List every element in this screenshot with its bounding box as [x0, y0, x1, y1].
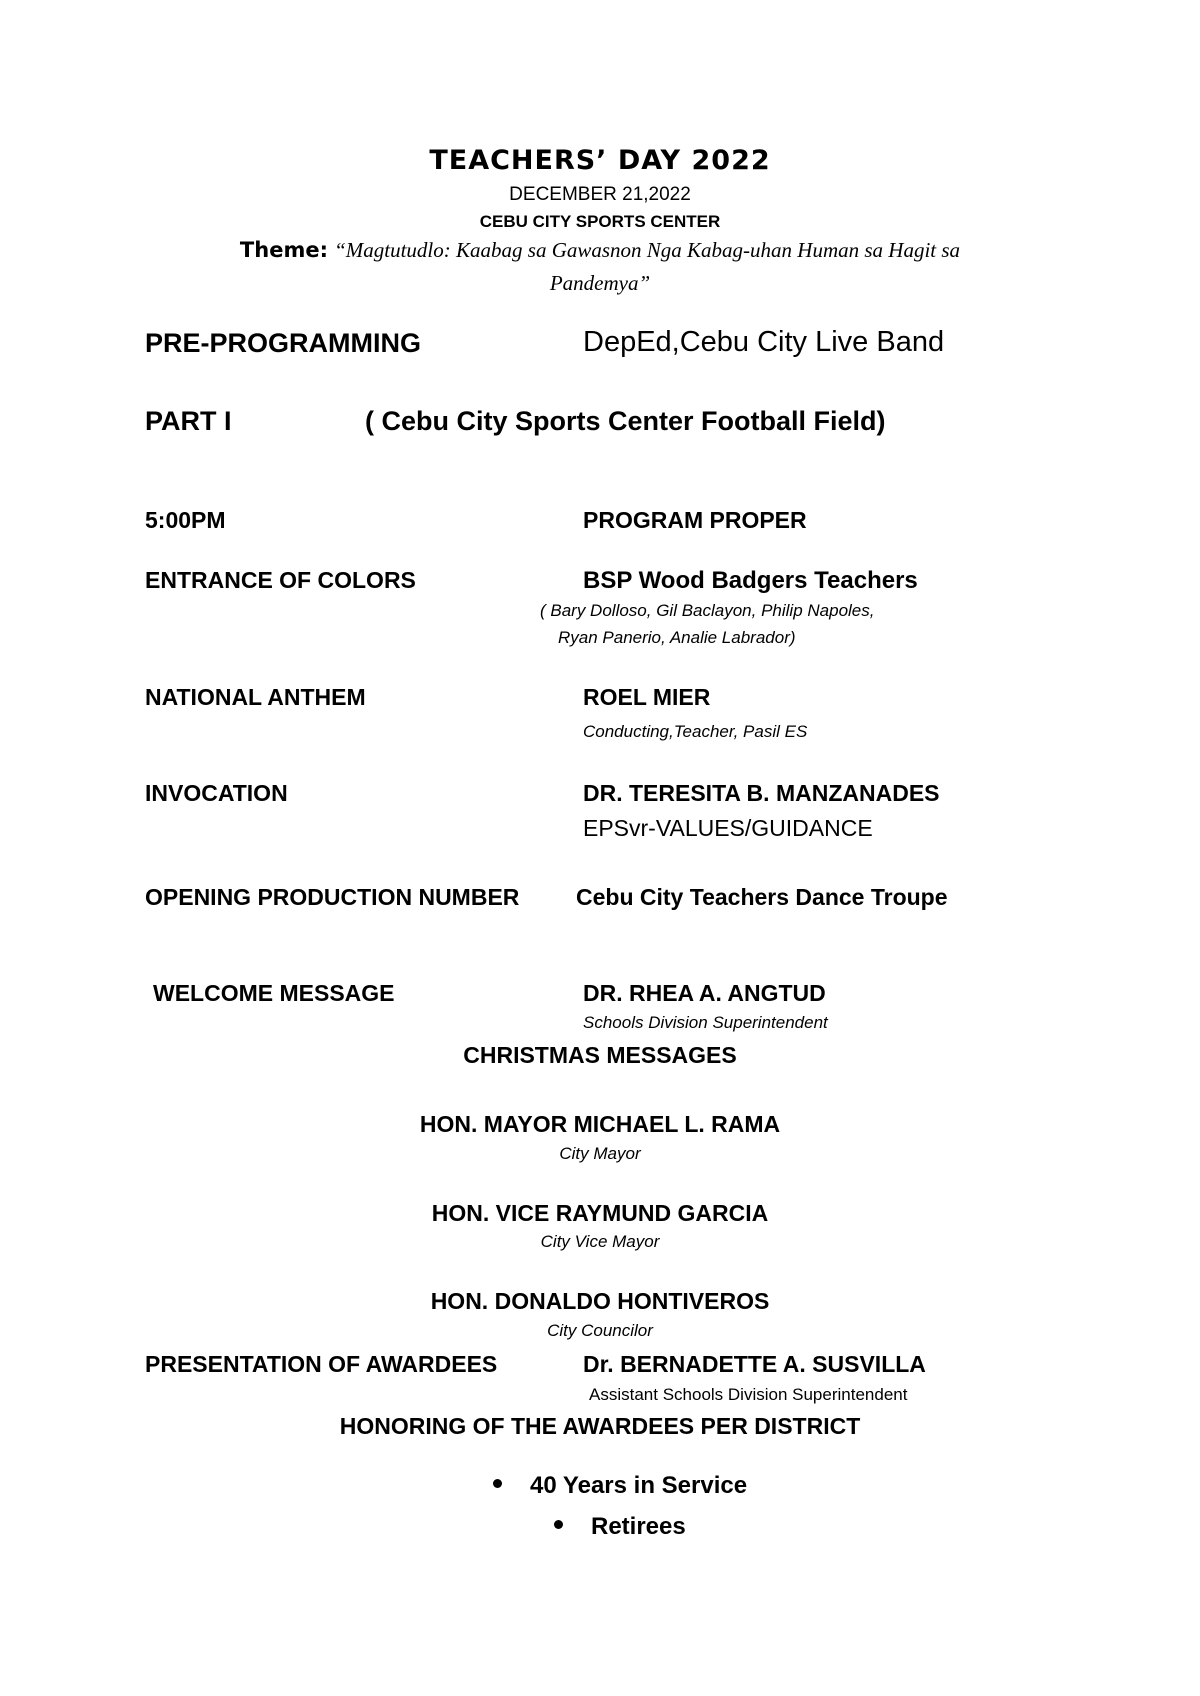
program-value-opening-number: Cebu City Teachers Dance Troupe [576, 884, 948, 910]
page-title: TEACHERS’ DAY 2022 [429, 145, 771, 176]
program-label-time: 5:00PM [145, 507, 226, 533]
christmas-speaker-name: HON. MAYOR MICHAEL L. RAMA [419, 1111, 781, 1137]
program-label-welcome-message: WELCOME MESSAGE [153, 980, 395, 1006]
pre-programming-label: PRE-PROGRAMMING [145, 328, 421, 358]
program-label-invocation: INVOCATION [145, 780, 288, 806]
theme-line [0, 237, 1200, 263]
honoring-list-item [554, 1513, 686, 1541]
christmas-heading: CHRISTMAS MESSAGES [463, 1042, 737, 1068]
program-value-entrance-of-colors: BSP Wood Badgers Teachers [583, 567, 918, 594]
awardees-presenter-role: Assistant Schools Division Superintendent [589, 1385, 908, 1404]
pre-programming-value: DepEd,Cebu City Live Band [583, 326, 945, 358]
bullet-icon [554, 1520, 563, 1529]
program-value-invocation: DR. TERESITA B. MANZANADES [583, 780, 940, 806]
theme-text-line1: “Magtutudlo: Kaabag sa Gawasnon Nga Kabag-uhan Human sa Hagit sa [334, 238, 961, 262]
theme-label: Theme: [239, 238, 328, 262]
program-value-welcome-message: DR. RHEA A. ANGTUD [583, 980, 826, 1006]
honoring-item-label: Retirees [591, 1513, 686, 1540]
program-sub-entrance-names-2: Ryan Panerio, Analie Labrador) [558, 628, 796, 647]
bullet-icon [493, 1479, 502, 1488]
program-value-proper: PROGRAM PROPER [583, 507, 807, 533]
program-label-entrance-of-colors: ENTRANCE OF COLORS [145, 567, 416, 593]
christmas-speaker-role: City Mayor [559, 1144, 641, 1163]
honoring-heading: HONORING OF THE AWARDEES PER DISTRICT [339, 1413, 861, 1439]
program-sub-invocation: EPSvr-VALUES/GUIDANCE [583, 815, 873, 841]
event-venue: CEBU CITY SPORTS CENTER [479, 212, 721, 231]
theme-text-line2: Pandemya” [549, 271, 651, 295]
program-value-national-anthem: ROEL MIER [583, 684, 711, 710]
christmas-speaker-role: City Councilor [547, 1321, 653, 1340]
christmas-speaker-name: HON. DONALDO HONTIVEROS [430, 1288, 770, 1314]
program-label-opening-number: OPENING PRODUCTION NUMBER [145, 884, 520, 910]
honoring-list-item [493, 1472, 747, 1500]
program-sub-national-anthem: Conducting,Teacher, Pasil ES [583, 722, 808, 741]
program-sub-welcome-message: Schools Division Superintendent [583, 1013, 828, 1032]
christmas-speaker-role: City Vice Mayor [540, 1232, 660, 1251]
event-date: DECEMBER 21,2022 [509, 184, 691, 205]
christmas-speaker-name: HON. VICE RAYMUND GARCIA [431, 1200, 769, 1226]
program-sub-entrance-names-1: ( Bary Dolloso, Gil Baclayon, Philip Napoles, [540, 601, 875, 620]
part-venue: ( Cebu City Sports Center Football Field) [365, 406, 886, 436]
program-label-national-anthem: NATIONAL ANTHEM [145, 684, 366, 710]
part-label: PART I [145, 406, 232, 436]
honoring-item-label: 40 Years in Service [530, 1472, 748, 1499]
awardees-presenter: Dr. BERNADETTE A. SUSVILLA [583, 1351, 926, 1377]
awardees-label: PRESENTATION OF AWARDEES [145, 1351, 498, 1377]
